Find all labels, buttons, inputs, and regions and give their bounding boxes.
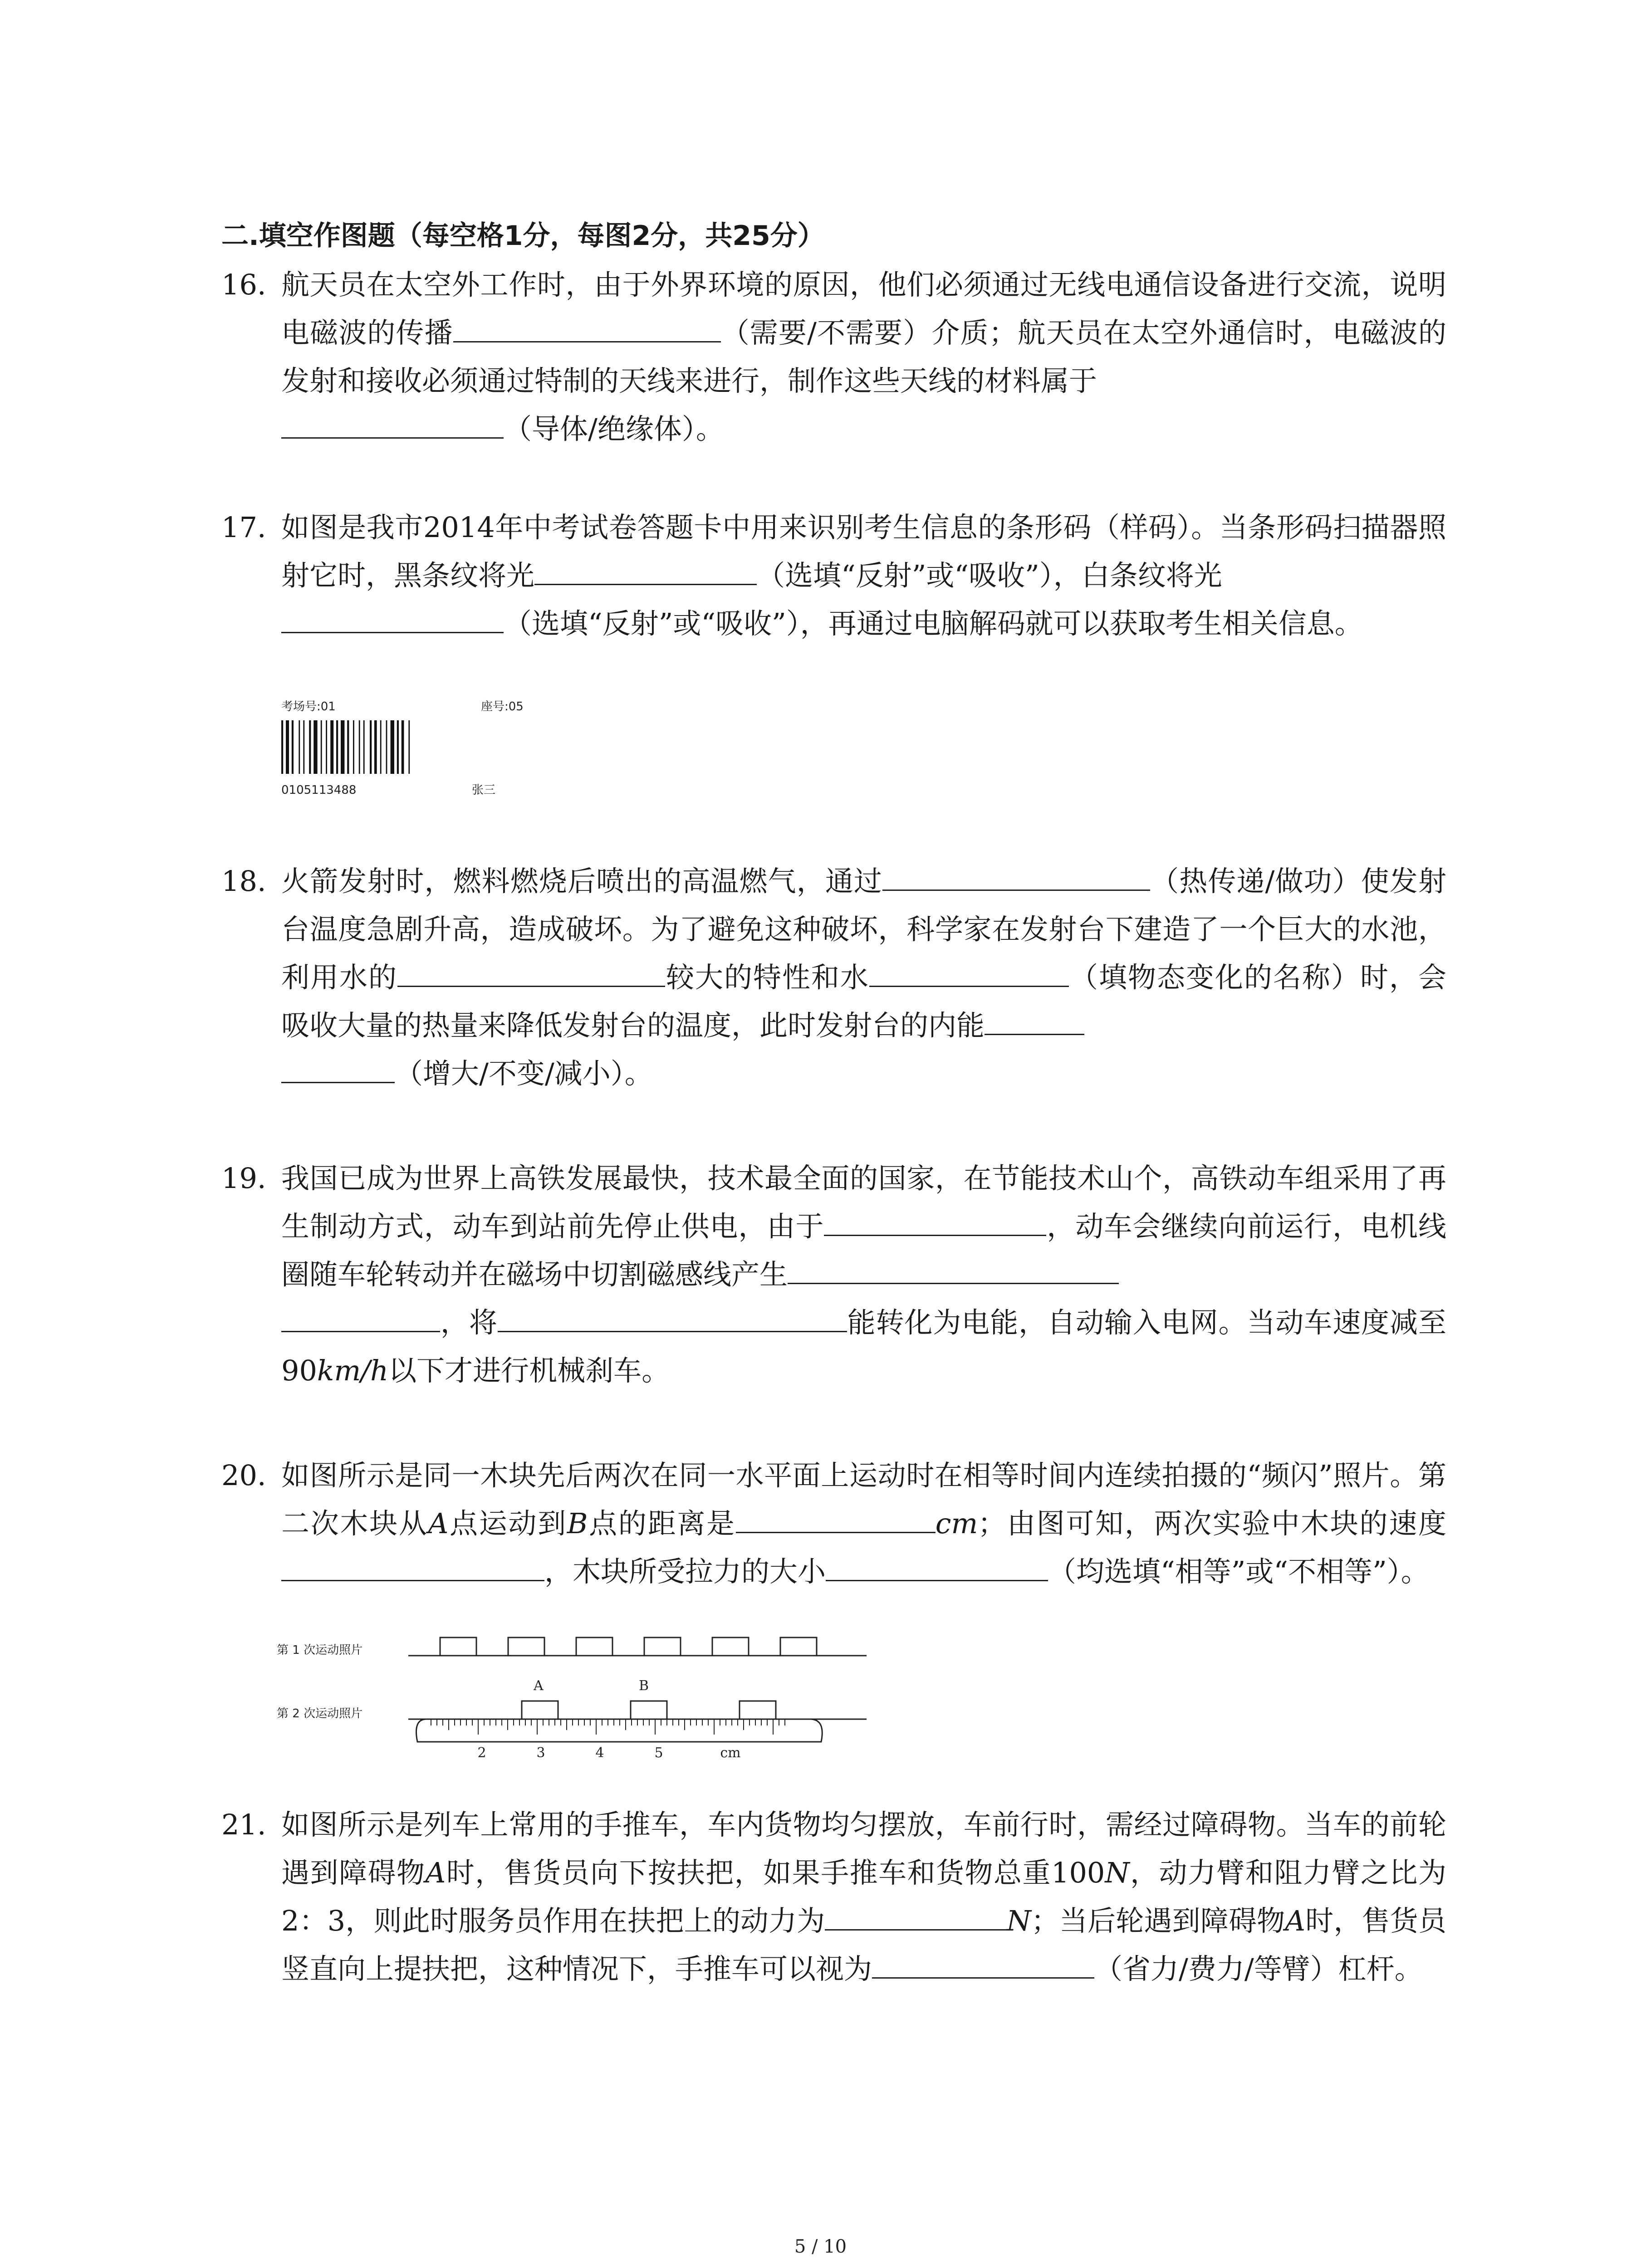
- question-text: 火箭发射时，燃料燃烧后喷出的高温燃气，通过: [281, 865, 883, 898]
- row1-blocks: [440, 1637, 817, 1656]
- question-text: （导体/绝缘体）。: [504, 412, 724, 445]
- question-number: 17.: [221, 511, 266, 544]
- answer-blank[interactable]: [281, 1050, 395, 1083]
- barcode-bar: [303, 720, 304, 774]
- barcode-name: 张三: [472, 783, 496, 797]
- frequency-photo-figure: [277, 1633, 885, 1769]
- question-body: [281, 1801, 1446, 1993]
- barcode-bar: [386, 720, 387, 774]
- question-text: 时，售货员向下按扶把，如果手推车和货物总重100: [446, 1856, 1105, 1889]
- question-text: ，将: [440, 1306, 498, 1339]
- question-text: （选填“反射”或“吸收”），再通过电脑解码就可以获取考生相关信息。: [504, 607, 1363, 640]
- question-text: （热传递/做功）使发射台温度急剧升高，造成破坏。为了避免这种破坏，科学家在发射台下建造了一个巨大的水池，利用水的: [281, 865, 1446, 994]
- question-text: （填物态变化的名称）时，会吸收大量的热量来降低发射台的温度，此时发射台的内能: [281, 961, 1446, 1042]
- answer-blank[interactable]: [281, 600, 504, 633]
- barcode-bar: [370, 720, 372, 774]
- barcode-bar: [281, 720, 283, 774]
- answer-blank[interactable]: [498, 1299, 847, 1332]
- answer-blank[interactable]: [869, 954, 1069, 987]
- question-body: [281, 261, 1446, 453]
- point-b-label: B: [639, 1678, 649, 1694]
- question-text: （需要/不需要）介质；航天员在太空外通信时，电磁波的发射和接收必须通过特制的天线来进行，制作这些天线的材料属于: [281, 316, 1446, 397]
- barcode-bar: [326, 720, 327, 774]
- question-body: [281, 1154, 1446, 1395]
- answer-blank[interactable]: [872, 1945, 1094, 1979]
- barcode-bar: [336, 720, 338, 774]
- row2-blocks: [522, 1701, 776, 1719]
- question-text: （省力/费力/等臂）杠杆。: [1094, 1952, 1423, 1985]
- question-number: 19.: [221, 1162, 266, 1195]
- question-text: ；当后轮遇到障碍物: [1031, 1904, 1285, 1937]
- question-text: 以下才进行机械刹车。: [388, 1354, 670, 1387]
- point-a-label: A: [534, 1678, 544, 1694]
- page-number: 5 / 10: [794, 2236, 847, 2257]
- barcode-bar: [299, 720, 300, 774]
- question-16: [221, 261, 1446, 453]
- question-18: [221, 857, 1446, 1098]
- barcode-bar: [292, 720, 294, 774]
- answer-blank[interactable]: [882, 858, 1150, 891]
- answer-blank[interactable]: [281, 406, 504, 439]
- barcode-bar: [314, 720, 317, 774]
- answer-blank[interactable]: [534, 552, 757, 585]
- question-text: 如图所示是列车上常用的手推车，车内货物均匀摆放，车前行时，需经过障碍物。当车的前轮遇到障碍物: [281, 1808, 1446, 1889]
- barcode-bar: [309, 720, 311, 774]
- question-number: 21.: [221, 1808, 266, 1841]
- barcode-figure: [281, 699, 535, 803]
- answer-blank[interactable]: [985, 1002, 1084, 1035]
- question-number: 20.: [221, 1459, 266, 1492]
- answer-blank[interactable]: [281, 1299, 440, 1332]
- unit-text: cm: [935, 1507, 978, 1540]
- answer-blank[interactable]: [736, 1500, 936, 1533]
- question-text: 航天员在太空外工作时，由于外界环境的原因，他们必须通过无线电通信设备进行交流，说明电磁波的传播: [281, 268, 1446, 349]
- row1-block: [440, 1637, 476, 1656]
- point-label: A: [428, 1507, 449, 1540]
- question-text: ，动车会继续向前运行，电机线圈随车轮转动并在磁场中切割磁感线产生: [281, 1210, 1446, 1291]
- question-text: （选填“反射”或“吸收”），白条纹将光: [757, 559, 1222, 592]
- barcode-bar: [397, 720, 399, 774]
- answer-blank[interactable]: [397, 954, 665, 987]
- row2-block: [631, 1701, 667, 1719]
- answer-blank[interactable]: [788, 1251, 1119, 1284]
- barcode-exam-room: 考场号:01: [281, 700, 336, 714]
- unit-text: km/h: [317, 1354, 389, 1387]
- tick-label: 4: [595, 1745, 604, 1761]
- question-text: ，动力臂和阻力臂之比为2：3，则此时服务员作用在扶把上的动力为: [281, 1856, 1446, 1937]
- question-text: 较大的特性和水: [665, 961, 869, 994]
- point-label: B: [567, 1507, 588, 1540]
- row2-block: [740, 1701, 776, 1719]
- unit-text: N: [1105, 1856, 1130, 1889]
- barcode-bar: [353, 720, 354, 774]
- barcode-bar: [374, 720, 377, 774]
- barcode-bar: [286, 720, 289, 774]
- question-text: 时，售货员竖直向上提扶把，这种情况下，手推车可以视为: [281, 1904, 1446, 1985]
- barcode-bar: [391, 720, 394, 774]
- question-text: 点的距离是: [588, 1507, 736, 1540]
- unit-text: N: [1006, 1904, 1031, 1937]
- barcode-number: 0105113488: [281, 783, 357, 797]
- barcode-bar: [380, 720, 382, 774]
- question-text: 我国已成为世界上高铁发展最快，技术最全面的国家，在节能技术山个，高铁动车组采用了再生制动方式，动车到站前先停止供电，由于: [281, 1162, 1446, 1243]
- barcode-bar: [347, 720, 349, 774]
- answer-blank[interactable]: [281, 1548, 544, 1581]
- barcode-bars: [281, 720, 410, 774]
- row1-block: [508, 1637, 544, 1656]
- question-text: （增大/不变/减小）。: [395, 1057, 653, 1090]
- ruler-ticks: [431, 1719, 785, 1735]
- question-body: [281, 1452, 1446, 1596]
- ruler-unit: cm: [720, 1745, 741, 1761]
- row1-block: [712, 1637, 749, 1656]
- barcode-bar: [341, 720, 344, 774]
- question-text: 如图是我市2014年中考试卷答题卡中用来识别考生信息的条形码（样码）。当条形码扫描器照射它时，黑条纹将光: [281, 511, 1446, 592]
- question-21: [221, 1801, 1446, 1993]
- question-text: 能转化为电能，自动输入电网。当动车速度减至90: [281, 1306, 1446, 1387]
- question-20: [221, 1452, 1446, 1596]
- section-title: 二.填空作图题（每空格1分，每图2分，共25分）: [221, 220, 825, 252]
- barcode-seat: 座号:05: [481, 700, 524, 714]
- answer-blank[interactable]: [824, 1203, 1046, 1236]
- question-text: ；由图可知，两次实验中木块的速度: [978, 1507, 1446, 1540]
- question-number: 16.: [221, 268, 266, 301]
- question-text: （均选填“相等”或“不相等”）。: [1048, 1555, 1429, 1588]
- question-text: ，木块所受拉力的大小: [544, 1555, 826, 1588]
- obstacle-label: A: [425, 1856, 446, 1889]
- tick-label: 2: [477, 1745, 486, 1761]
- question-17: [221, 503, 1446, 648]
- row1-block: [576, 1637, 612, 1656]
- obstacle-label: A: [1285, 1904, 1306, 1937]
- barcode-bar: [359, 720, 360, 774]
- answer-blank[interactable]: [825, 1897, 1006, 1931]
- tick-label: 3: [536, 1745, 545, 1761]
- row2-label: 第 2 次运动照片: [277, 1707, 363, 1721]
- question-text: 点运动到: [448, 1507, 567, 1540]
- barcode-bar: [321, 720, 322, 774]
- tick-label: 5: [654, 1745, 663, 1761]
- answer-blank[interactable]: [826, 1548, 1048, 1581]
- barcode-bar: [363, 720, 365, 774]
- row1-block: [780, 1637, 817, 1656]
- question-number: 18.: [221, 865, 266, 898]
- row1-label: 第 1 次运动照片: [277, 1643, 363, 1657]
- question-text: 如图所示是同一木块先后两次在同一水平面上运动时在相等时间内连续拍摄的“频闪”照片。第二次木块从: [281, 1459, 1446, 1540]
- row1-block: [644, 1637, 681, 1656]
- question-19: [221, 1154, 1446, 1395]
- barcode-bar: [330, 720, 333, 774]
- question-body: [281, 857, 1446, 1098]
- barcode-bar: [408, 720, 410, 774]
- answer-blank[interactable]: [453, 309, 721, 342]
- barcode-bar: [402, 720, 404, 774]
- question-body: [281, 503, 1446, 648]
- row2-block: [522, 1701, 558, 1719]
